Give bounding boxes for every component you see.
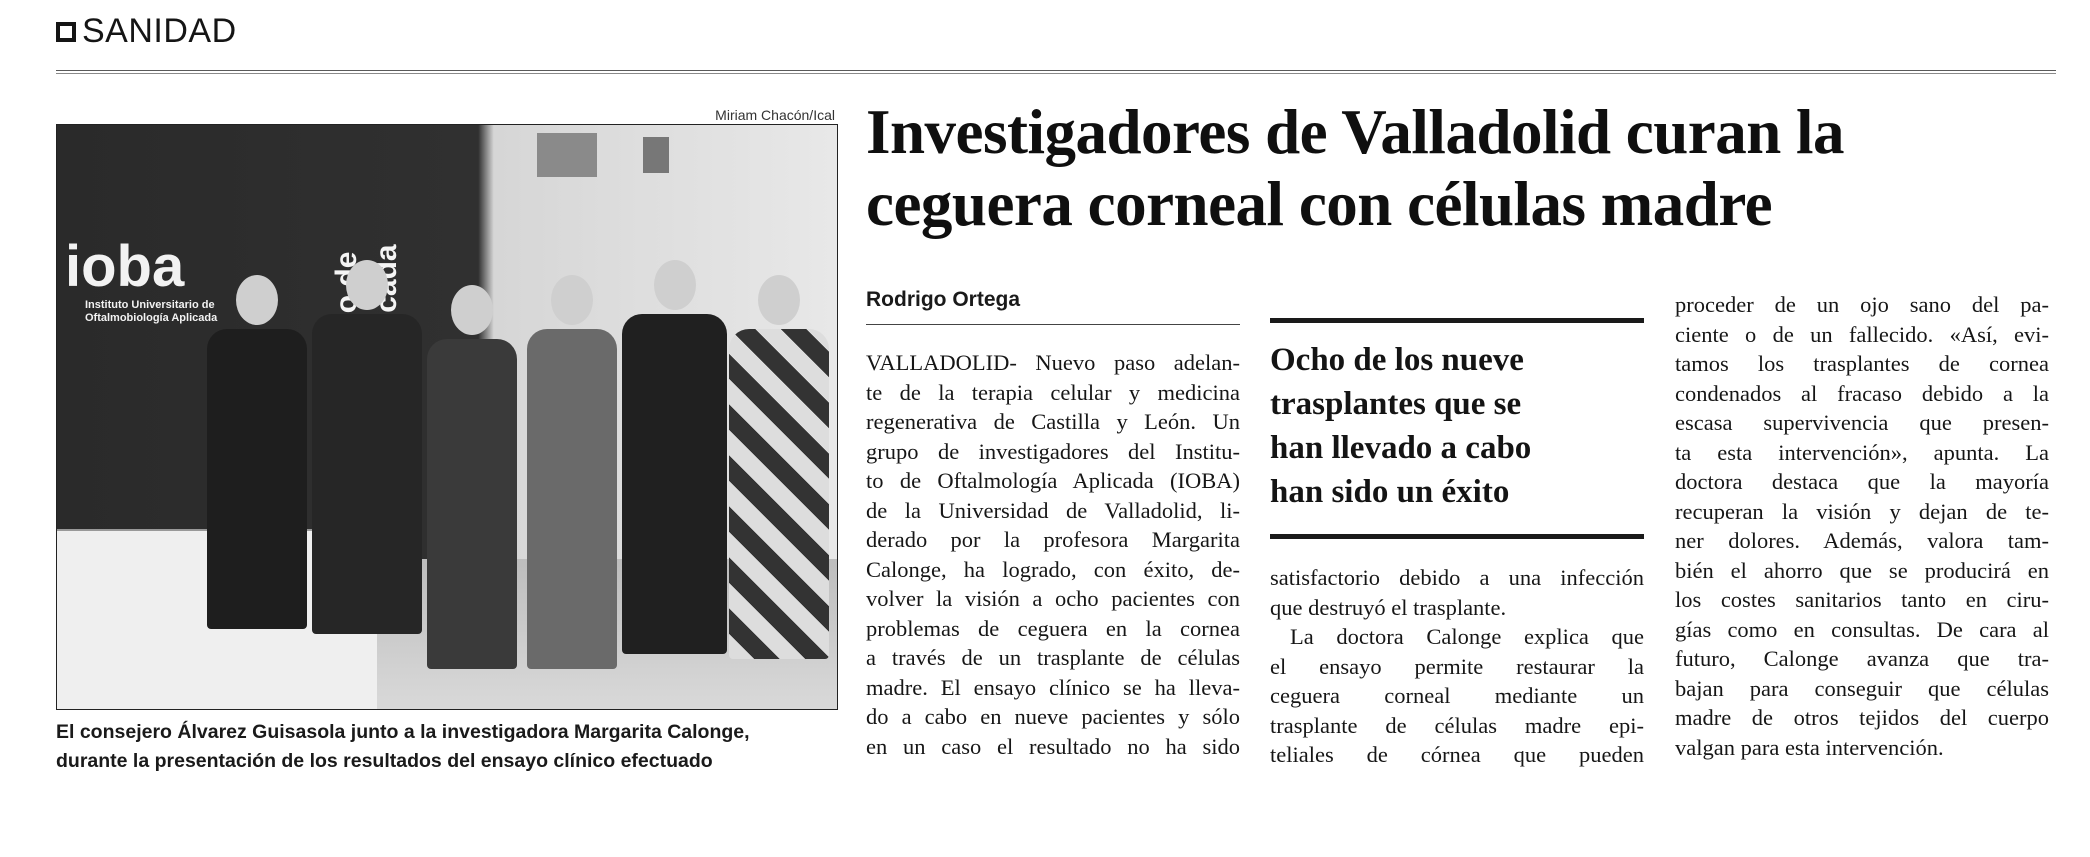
pullquote-line-2: trasplantes que se [1270,386,1522,422]
section-square-icon [56,22,76,42]
person-figure [207,275,307,629]
body-line: bajan para conseguir que células [1675,675,2049,701]
pullquote-bottom-rule [1270,534,1644,539]
body-line: derado por la profesora Margarita [866,527,1240,552]
body-line: tamos los trasplantes de cornea [1675,351,2049,376]
person-figure [622,260,727,654]
body-line: de la Universidad de Valladolid, li- [866,497,1240,523]
body-line: valgan para esta intervención. [1675,734,1944,760]
person-figure [427,285,517,669]
section-label: SANIDAD [82,12,237,50]
body-line: do a cabo en nueve pacientes y sólo [866,704,1240,729]
article-column-3 [1675,290,2049,762]
body-line: Calonge, ha logrado, con éxito, de- [866,556,1240,582]
body-line: proceder de un ojo sano del pa- [1675,292,2049,317]
section-header [56,12,237,51]
body-line: satisfactorio debido a una infección [1270,565,1644,590]
body-line: en un caso el resultado no ha sido [866,733,1240,759]
body-line: problemas de ceguera en la cornea [866,615,1240,641]
body-line: condenados al fracaso debido a la [1675,380,2049,406]
body-line: a través de un trasplante de células [866,645,1240,670]
headline-line-2: ceguera corneal con células madre [866,169,1773,239]
pullquote-line-3: han llevado a cabo [1270,430,1532,466]
body-line: doctora destaca que la mayoría [1675,469,2049,494]
body-line: teliales de córnea que pueden [1270,742,1644,767]
body-line: escasa supervivencia que presen- [1675,410,2049,435]
article-column-2 [1270,563,1644,770]
body-line: los costes sanitarios tanto en ciru- [1675,587,2049,612]
body-line: te de la terapia celular y medicina [866,379,1240,405]
body-line: el ensayo permite restaurar la [1270,653,1644,679]
person-figure [729,275,829,659]
body-line: regenerativa de Castilla y León. Un [866,409,1240,434]
pullquote-line-4: han sido un éxito [1270,474,1510,510]
headline [866,96,2066,240]
photo-credit: Miriam Chacón/Ical [715,107,835,123]
byline: Rodrigo Ortega [866,288,1021,311]
caption-line-1: El consejero Álvarez Guisasola junto a la investigadora Margarita Calonge, [56,721,750,743]
body-line: to de Oftalmología Aplicada (IOBA) [866,468,1240,493]
byline-rule [866,324,1240,325]
pullquote-line-1: Ocho de los nueve [1270,342,1524,378]
pullquote [1270,338,1644,514]
article-column-1 [866,348,1240,761]
body-line: trasplante de células madre epi- [1270,712,1644,738]
body-line: que destruyó el trasplante. [1270,594,1507,620]
body-line: recuperan la visión y dejan de te- [1675,498,2049,524]
body-line: VALLADOLID- Nuevo paso adelan- [866,350,1240,375]
body-line: grupo de investigadores del Institu- [866,438,1240,464]
body-line: madre. El ensayo clínico se ha lleva- [866,674,1240,700]
body-line: ceguera corneal mediante un [1270,683,1644,708]
pullquote-top-rule [1270,318,1644,323]
body-line: ciente o de un fallecido. «Así, evi- [1675,321,2049,347]
body-line: bién el ahorro que se producirá en [1675,557,2049,583]
body-line: madre de otros tejidos del cuerpo [1675,705,2049,730]
ioba-logo: ioba [65,234,185,299]
person-figure [312,260,422,634]
body-line: futuro, Calonge avanza que tra- [1675,646,2049,671]
top-rule [56,70,2056,74]
caption-line-2: durante la presentación de los resultados del ensayo clínico efectuado [56,750,713,772]
headline-line-1: Investigadores de Valladolid curan la [866,97,1845,167]
news-photo [56,124,838,710]
ioba-logo-subtitle [85,299,217,325]
ioba-subtitle-line-2: Oftalmobiología Aplicada [85,312,218,324]
photo-caption [56,718,846,776]
ioba-subtitle-line-1: Instituto Universitario de [85,299,215,311]
person-figure [527,275,617,669]
body-line: gías como en consultas. De cara al [1675,616,2049,642]
body-line: volver la visión a ocho pacientes con [866,586,1240,611]
body-line: La doctora Calonge explica que [1290,624,1644,649]
door-sign [537,133,597,177]
body-line: ner dolores. Además, valora tam- [1675,528,2049,553]
exit-sign [643,137,669,173]
body-line: ta esta intervención», apunta. La [1675,439,2049,465]
